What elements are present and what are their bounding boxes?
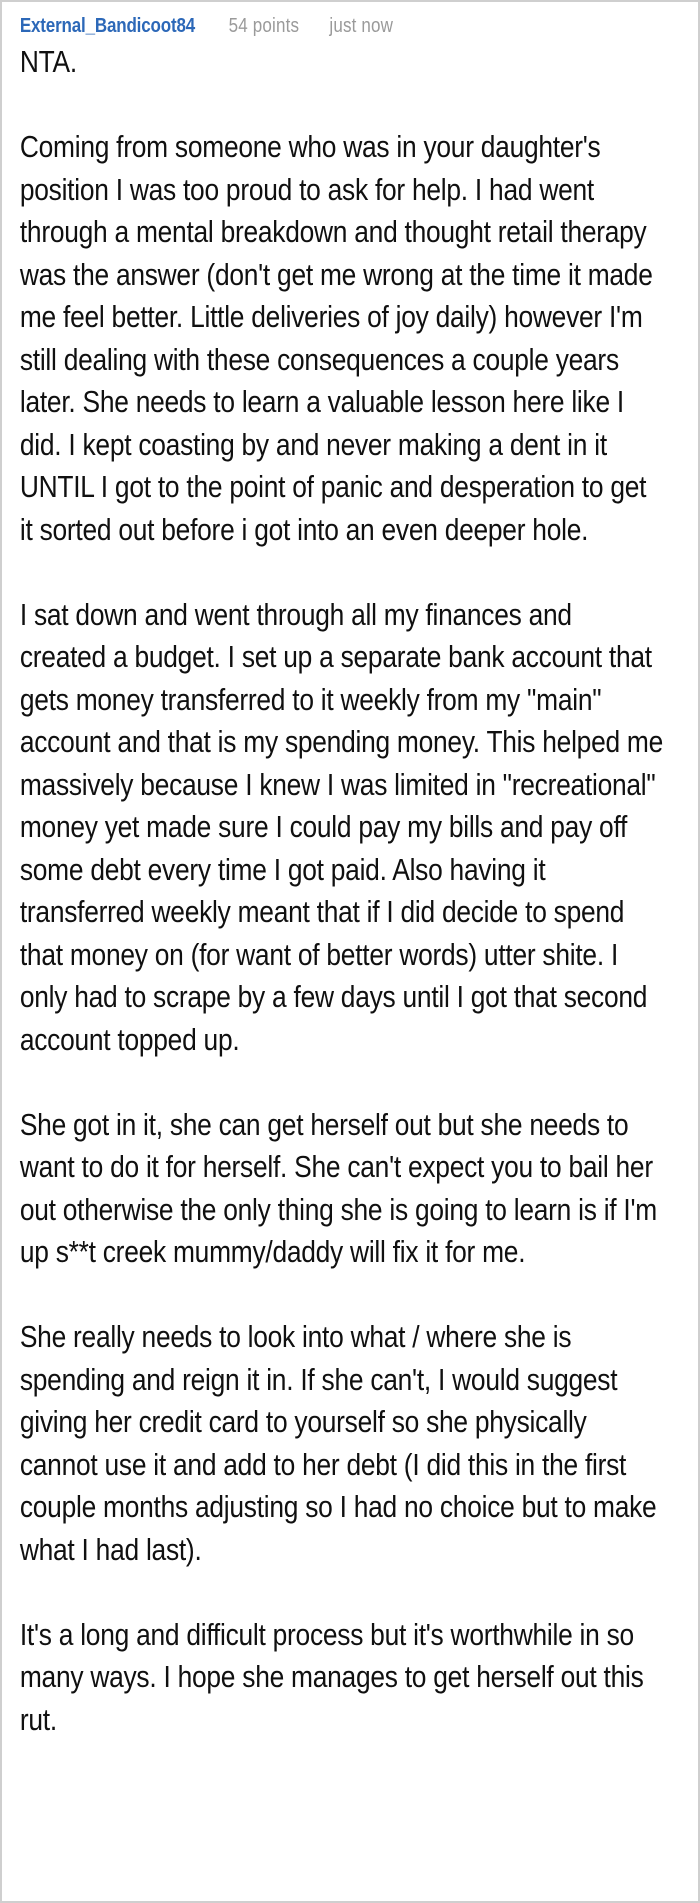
comment-paragraph: She got in it, she can get herself out but she needs to want to do it for herself. She can't expect you to bail her out otherwise the only thing she is going to learn is if I'm up s**t creek mummy/daddy will fix it for me.: [19, 1106, 657, 1269]
username-link[interactable]: External_Bandicoot84: [19, 15, 196, 37]
comment-content: [2, 2, 674, 1741]
timestamp-label: just now: [329, 15, 394, 37]
comment-header: [20, 14, 674, 39]
comment-paragraph: It's a long and difficult process but it's worthwhile in so many ways. I hope she manages to get herself out this rut.: [19, 1616, 644, 1737]
comment-paragraph: NTA.: [19, 44, 77, 79]
points-label: 54 points: [228, 15, 300, 37]
comment-body: [20, 41, 663, 1741]
comment-paragraph: I sat down and went through all my finances and created a budget. I set up a separate bank account that gets money transferred to it weekly from my "main" account and that is my spending money. This helped me massively because I knew I was limited in "recreational" money yet made sure I could pay my bills and pay off some debt every time I got paid. Also having it transferred weekly meant that if I did decide to spend that money on (for want of better words) utter shite. I only had to scrape by a few days until I got that second account topped up.: [19, 596, 664, 1057]
comment-paragraph: Coming from someone who was in your daughter's position I was too proud to ask for help. I had went through a mental breakdown and thought retail therapy was the answer (don't get me wrong at the time it made me feel better. Little deliveries of joy daily) however I'm still dealing with these consequences a couple years later. She needs to learn a valuable lesson here like I did. I kept coasting by and never making a dent in it UNTIL I got to the point of panic and desperation to get it sorted out before i got into an even deeper hole.: [19, 129, 653, 547]
comment-paragraph: She really needs to look into what / where she is spending and reign it in. If she can't, I would suggest giving her credit card to yourself so she physically cannot use it and add to her debt (I did this in the first couple months adjusting so I had no choice but to make what I had last).: [19, 1319, 657, 1567]
